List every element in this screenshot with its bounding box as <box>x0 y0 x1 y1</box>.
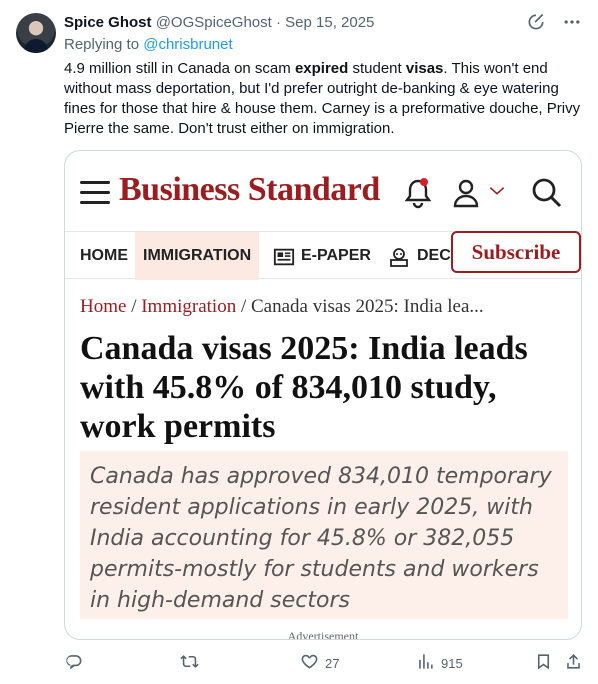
tweet-text-part: student <box>348 60 406 77</box>
breadcrumb-separator: / <box>126 296 142 317</box>
chevron-down-icon <box>485 179 509 208</box>
avatar[interactable] <box>16 13 56 53</box>
subscribe-button: Subscribe <box>451 231 581 273</box>
replying-to <box>64 35 233 55</box>
newspaper-icon <box>273 246 295 273</box>
breadcrumb-current: Canada visas 2025: India lea... <box>250 296 484 317</box>
header-separator: · <box>275 14 281 31</box>
reply-icon <box>64 652 83 674</box>
replying-prefix: Replying to <box>64 36 144 53</box>
author-handle[interactable]: @OGSpiceGhost <box>155 14 272 31</box>
article-headline: Canada visas 2025: India leads with 45.8% of 834,010 study, work permits <box>80 330 528 445</box>
nav-immigration: IMMIGRATION <box>135 232 259 280</box>
advertisement-label: Advertisement <box>287 629 359 640</box>
views-button[interactable] <box>416 652 463 674</box>
heart-icon <box>300 652 319 674</box>
author-name[interactable]: Spice Ghost <box>64 14 152 31</box>
analytics-icon <box>416 652 435 674</box>
share-button[interactable] <box>564 652 583 674</box>
decoder-icon <box>387 245 411 274</box>
search-icon <box>529 175 565 216</box>
bell-icon <box>400 175 436 216</box>
tweet-text-part: 4.9 million still in Canada on scam <box>64 60 295 77</box>
bookmark-button[interactable] <box>534 652 553 674</box>
reply-handle-link[interactable]: @chrisbrunet <box>143 36 233 53</box>
share-icon <box>564 652 583 674</box>
like-button[interactable] <box>300 652 339 674</box>
tweet-text <box>64 59 584 139</box>
breadcrumb-separator: / <box>236 296 251 317</box>
breadcrumb-immigration: Immigration <box>141 296 237 317</box>
retweet-button[interactable] <box>180 652 199 674</box>
business-standard-logo: Business Standard <box>119 171 380 208</box>
nav-epaper: E-PAPER <box>301 247 371 264</box>
nav-home: HOME <box>80 247 128 264</box>
tweet-text-part: . This won't end without mass deportation, but I'd prefer outright de-banking & eye watering fines for those that hire & house them. Carney is a preformative douche, Privy Pierre the same. Don't trust either on immigration. <box>64 60 581 137</box>
like-count: 27 <box>325 655 340 671</box>
tweet-header <box>64 13 374 33</box>
more-icon[interactable] <box>562 12 582 37</box>
breadcrumb <box>80 296 484 318</box>
user-icon <box>448 175 484 216</box>
tweet-text-bold: visas <box>405 60 444 77</box>
bookmark-icon <box>534 652 553 674</box>
article-summary: Canada has approved 834,010 temporary resident applications in early 2025, with India accounting for 45.8% or 382,055 permits-mostly for students and workers in high-demand sectors <box>80 451 568 619</box>
tweet-text-bold: expired <box>294 60 349 77</box>
attached-image[interactable] <box>64 150 582 640</box>
grok-icon[interactable] <box>526 12 546 37</box>
view-count: 915 <box>441 655 463 671</box>
tweet-actions <box>64 652 584 672</box>
article-header <box>65 151 581 231</box>
breadcrumb-home: Home <box>80 296 127 317</box>
tweet-date[interactable]: Sep 15, 2025 <box>285 14 375 31</box>
top-icons <box>526 12 582 37</box>
reply-button[interactable] <box>64 652 83 674</box>
nav-decoder: DEC <box>417 247 451 264</box>
retweet-icon <box>180 652 199 674</box>
hamburger-menu-icon <box>80 181 110 205</box>
